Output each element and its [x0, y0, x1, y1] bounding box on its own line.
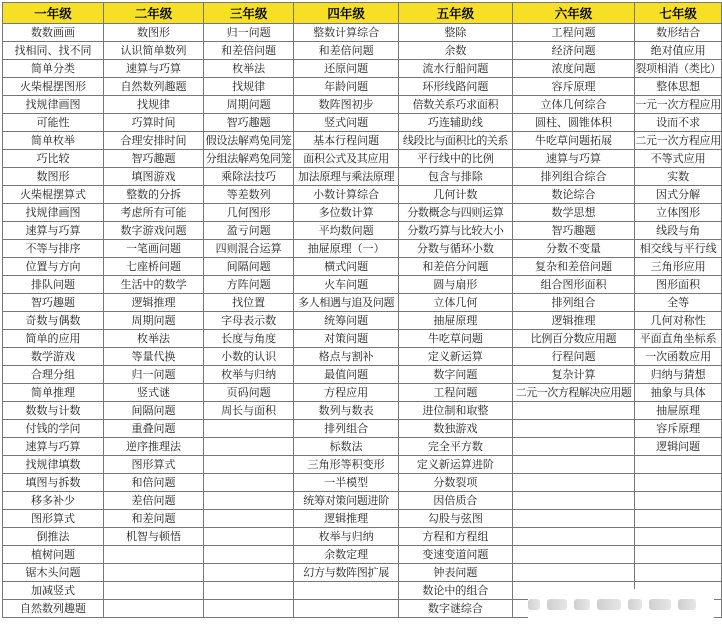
topic-cell: 勾股与弦图	[399, 510, 512, 528]
topic-cell: 数论综合	[512, 186, 635, 204]
topic-cell: 抽屉原理（一）	[294, 240, 399, 258]
table-row	[3, 186, 722, 204]
topic-cell: 数学游戏	[3, 348, 104, 366]
topic-cell: 七座桥问题	[103, 258, 203, 276]
table-row	[3, 546, 722, 564]
topic-cell: 钟表问题	[399, 564, 512, 582]
topic-cell	[635, 564, 722, 582]
topic-cell: 最值问题	[294, 366, 399, 384]
table-row	[3, 564, 722, 582]
topic-cell: 全等	[635, 294, 722, 312]
grade-header: 三年级	[204, 3, 294, 24]
topic-cell	[204, 564, 294, 582]
table-row	[3, 42, 722, 60]
topic-cell: 立体几何	[399, 294, 512, 312]
topic-cell: 数形结合	[635, 24, 722, 42]
topic-cell: 定义新运算	[399, 348, 512, 366]
topic-cell: 数字问题	[399, 366, 512, 384]
topic-cell: 方阵问题	[204, 276, 294, 294]
table-row	[3, 60, 722, 78]
topic-cell: 组合图形面积	[512, 276, 635, 294]
topic-cell: 方程应用	[294, 384, 399, 402]
grade-header: 六年级	[512, 3, 635, 24]
topic-cell	[512, 528, 635, 546]
topic-cell: 分数不变量	[512, 240, 635, 258]
topic-cell: 巧算时间	[103, 114, 203, 132]
topic-cell: 乘除法技巧	[204, 168, 294, 186]
topic-cell: 竖式谜	[103, 384, 203, 402]
topic-cell: 容斥原理	[512, 78, 635, 96]
topic-cell: 排列组合	[512, 294, 635, 312]
topic-cell: 平行线中的比例	[399, 150, 512, 168]
table-row	[3, 294, 722, 312]
topic-cell: 数字谜综合	[399, 600, 512, 618]
topic-cell: 逻辑推理	[294, 510, 399, 528]
topic-cell	[294, 600, 399, 618]
topic-cell: 平面直角坐标系	[635, 330, 722, 348]
topic-cell: 三角形等积变形	[294, 456, 399, 474]
topic-cell: 火柴棍摆图形	[3, 78, 104, 96]
topic-cell	[204, 420, 294, 438]
topic-cell	[204, 438, 294, 456]
topic-cell: 移多补少	[3, 492, 104, 510]
table-row	[3, 168, 722, 186]
topic-cell: 标数法	[294, 438, 399, 456]
topic-cell: 和差倍问题	[294, 42, 399, 60]
topic-cell: 找规律填数	[3, 456, 104, 474]
topic-cell: 枚举与归纳	[294, 528, 399, 546]
topic-cell	[512, 474, 635, 492]
topic-cell	[635, 528, 722, 546]
topic-cell: 盈亏问题	[204, 222, 294, 240]
topic-cell	[204, 492, 294, 510]
topic-cell: 和差倍分问题	[399, 258, 512, 276]
topic-cell: 整除	[399, 24, 512, 42]
table-header	[3, 3, 722, 24]
topic-cell: 工程问题	[399, 384, 512, 402]
curriculum-table	[2, 2, 722, 618]
topic-cell: 数列与数表	[294, 402, 399, 420]
topic-cell: 重叠问题	[103, 420, 203, 438]
topic-cell	[103, 564, 203, 582]
topic-cell: 不等与排序	[3, 240, 104, 258]
topic-cell: 简单分类	[3, 60, 104, 78]
topic-cell: 设而不求	[635, 114, 722, 132]
topic-cell: 逻辑推理	[512, 312, 635, 330]
topic-cell: 周期问题	[103, 312, 203, 330]
topic-cell: 定义新运算进阶	[399, 456, 512, 474]
topic-cell: 巧比较	[3, 150, 104, 168]
table-row	[3, 132, 722, 150]
topic-cell: 包含与排除	[399, 168, 512, 186]
table-row	[3, 474, 722, 492]
topic-cell: 变速变道问题	[399, 546, 512, 564]
topic-cell: 分组法解鸡兔同笼	[204, 150, 294, 168]
topic-cell: 归一问题	[103, 366, 203, 384]
topic-cell: 图形面积	[635, 276, 722, 294]
topic-cell: 火车问题	[294, 276, 399, 294]
topic-cell: 间隔问题	[103, 402, 203, 420]
topic-cell	[204, 528, 294, 546]
topic-cell: 找位置	[204, 294, 294, 312]
topic-cell: 认识简单数列	[103, 42, 203, 60]
topic-cell: 假设法解鸡兔同笼	[204, 132, 294, 150]
topic-cell: 流水行船问题	[399, 60, 512, 78]
topic-cell: 等量代换	[103, 348, 203, 366]
topic-cell: 方程和方程组	[399, 528, 512, 546]
topic-cell	[635, 546, 722, 564]
table-row	[3, 78, 722, 96]
topic-cell: 多位数计算	[294, 204, 399, 222]
topic-cell: 枚举法	[204, 60, 294, 78]
topic-cell	[512, 564, 635, 582]
topic-cell: 统筹对策问题进阶	[294, 492, 399, 510]
topic-cell: 找规律	[204, 78, 294, 96]
topic-cell	[204, 456, 294, 474]
table-row	[3, 258, 722, 276]
topic-cell: 填图与拆数	[3, 474, 104, 492]
topic-cell: 余数	[399, 42, 512, 60]
topic-cell: 还原问题	[294, 60, 399, 78]
topic-cell: 面积公式及其应用	[294, 150, 399, 168]
topic-cell: 排列组合综合	[512, 168, 635, 186]
topic-cell: 实数	[635, 168, 722, 186]
topic-cell: 归一问题	[204, 24, 294, 42]
topic-cell: 和差问题	[103, 510, 203, 528]
topic-cell: 逻辑推理	[103, 294, 203, 312]
topic-cell: 牛吃草问题	[399, 330, 512, 348]
topic-cell: 二元一次方程解决应用题	[512, 384, 635, 402]
table-row	[3, 96, 722, 114]
topic-cell: 整体思想	[635, 78, 722, 96]
topic-cell: 一次函数应用	[635, 348, 722, 366]
topic-cell: 合理分组	[3, 366, 104, 384]
topic-cell: 自然数列趣题	[3, 600, 104, 618]
topic-cell: 抽屉原理	[399, 312, 512, 330]
topic-cell: 字母表示数	[204, 312, 294, 330]
topic-cell	[635, 456, 722, 474]
topic-cell: 幻方与数阵图扩展	[294, 564, 399, 582]
topic-cell: 整数计算综合	[294, 24, 399, 42]
topic-cell: 一笔画问题	[103, 240, 203, 258]
topic-cell: 植树问题	[3, 546, 104, 564]
topic-cell: 数图形	[103, 24, 203, 42]
topic-cell: 页码问题	[204, 384, 294, 402]
topic-cell: 一元一次方程应用	[635, 96, 722, 114]
table-row	[3, 438, 722, 456]
topic-cell: 位置与方向	[3, 258, 104, 276]
table-row	[3, 402, 722, 420]
topic-cell: 浓度问题	[512, 60, 635, 78]
topic-cell: 找规律画图	[3, 96, 104, 114]
topic-cell: 统筹问题	[294, 312, 399, 330]
grade-header: 一年级	[3, 3, 104, 24]
topic-cell: 复杂计算	[512, 366, 635, 384]
topic-cell: 智巧趣题	[3, 294, 104, 312]
topic-cell: 填图游戏	[103, 168, 203, 186]
topic-cell: 完全平方数	[399, 438, 512, 456]
topic-cell: 枚举与归纳	[204, 366, 294, 384]
topic-cell: 间隔问题	[204, 258, 294, 276]
topic-cell: 多人相遇与追及问题	[294, 294, 399, 312]
topic-cell	[204, 546, 294, 564]
topic-cell: 整数的分拆	[103, 186, 203, 204]
table-row	[3, 204, 722, 222]
table-row	[3, 276, 722, 294]
topic-cell: 速算与巧算	[512, 150, 635, 168]
topic-cell: 环形线路问题	[399, 78, 512, 96]
topic-cell: 可能性	[3, 114, 104, 132]
topic-cell: 绝对值应用	[635, 42, 722, 60]
topic-cell: 立体几何综合	[512, 96, 635, 114]
topic-cell: 长度与角度	[204, 330, 294, 348]
grade-header: 五年级	[399, 3, 512, 24]
table-row	[3, 240, 722, 258]
topic-cell: 数论中的组合	[399, 582, 512, 600]
table-body	[3, 24, 722, 618]
topic-cell: 智巧趣题	[512, 222, 635, 240]
topic-cell: 图形算式	[103, 456, 203, 474]
topic-cell: 和差倍问题	[204, 42, 294, 60]
topic-cell: 横式问题	[294, 258, 399, 276]
topic-cell	[103, 582, 203, 600]
topic-cell: 加减竖式	[3, 582, 104, 600]
topic-cell	[512, 492, 635, 510]
topic-cell: 不等式应用	[635, 150, 722, 168]
topic-cell: 找规律画图	[3, 204, 104, 222]
table-row	[3, 312, 722, 330]
topic-cell: 工程问题	[512, 24, 635, 42]
topic-cell: 火柴棍摆算式	[3, 186, 104, 204]
topic-cell: 等差数列	[204, 186, 294, 204]
topic-cell	[512, 546, 635, 564]
topic-cell: 余数定理	[294, 546, 399, 564]
topic-cell: 复杂和差倍问题	[512, 258, 635, 276]
topic-cell: 抽象与具体	[635, 384, 722, 402]
topic-cell: 生活中的数学	[103, 276, 203, 294]
topic-cell: 简单枚举	[3, 132, 104, 150]
topic-cell: 年龄问题	[294, 78, 399, 96]
topic-cell: 竖式问题	[294, 114, 399, 132]
topic-cell: 简单的应用	[3, 330, 104, 348]
topic-cell: 周长与面积	[204, 402, 294, 420]
topic-cell: 速算与巧算	[3, 222, 104, 240]
topic-cell: 对策问题	[294, 330, 399, 348]
topic-cell: 倒推法	[3, 528, 104, 546]
topic-cell: 圆与扇形	[399, 276, 512, 294]
topic-cell: 枚举法	[103, 330, 203, 348]
topic-cell: 几何对称性	[635, 312, 722, 330]
topic-cell: 数字游戏问题	[103, 222, 203, 240]
topic-cell: 分数概念与四则运算	[399, 204, 512, 222]
topic-cell: 裂项相消（类比）	[635, 60, 722, 78]
table-row	[3, 114, 722, 132]
topic-cell: 数阵图初步	[294, 96, 399, 114]
topic-cell: 付钱的学问	[3, 420, 104, 438]
topic-cell: 考虑所有可能	[103, 204, 203, 222]
topic-cell: 和倍问题	[103, 474, 203, 492]
topic-cell: 立体图形	[635, 204, 722, 222]
topic-cell: 容斥原理	[635, 420, 722, 438]
topic-cell: 智巧趣题	[103, 150, 203, 168]
topic-cell	[204, 474, 294, 492]
topic-cell	[103, 546, 203, 564]
topic-cell: 简单推理	[3, 384, 104, 402]
topic-cell: 数图形	[3, 168, 104, 186]
grade-header: 四年级	[294, 3, 399, 24]
table-row	[3, 420, 722, 438]
topic-cell: 基本行程问题	[294, 132, 399, 150]
topic-cell: 逻辑问题	[635, 438, 722, 456]
topic-cell: 数数画画	[3, 24, 104, 42]
topic-cell: 牛吃草问题拓展	[512, 132, 635, 150]
topic-cell: 二元一次方程应用	[635, 132, 722, 150]
topic-cell: 倍数关系巧求面积	[399, 96, 512, 114]
topic-cell: 几何计数	[399, 186, 512, 204]
header-row	[3, 3, 722, 24]
topic-cell: 分数裂项	[399, 474, 512, 492]
topic-cell	[512, 456, 635, 474]
topic-cell	[635, 492, 722, 510]
topic-cell	[512, 420, 635, 438]
topic-cell: 三角形应用	[635, 258, 722, 276]
topic-cell	[635, 510, 722, 528]
topic-cell: 速算与巧算	[3, 438, 104, 456]
topic-cell: 自然数列趣题	[103, 78, 203, 96]
topic-cell: 逆序推理法	[103, 438, 203, 456]
topic-cell: 圆柱、圆锥体积	[512, 114, 635, 132]
topic-cell: 数数与计数	[3, 402, 104, 420]
table-row	[3, 456, 722, 474]
topic-cell	[204, 600, 294, 618]
topic-cell: 因式分解	[635, 186, 722, 204]
table-row	[3, 366, 722, 384]
topic-cell	[204, 582, 294, 600]
table-row	[3, 348, 722, 366]
topic-cell	[512, 510, 635, 528]
topic-cell: 速算与巧算	[103, 60, 203, 78]
topic-cell: 经济问题	[512, 42, 635, 60]
topic-cell: 加法原理与乘法原理	[294, 168, 399, 186]
topic-cell	[294, 582, 399, 600]
topic-cell: 进位制和取整	[399, 402, 512, 420]
topic-cell: 小数计算综合	[294, 186, 399, 204]
grade-header: 七年级	[635, 3, 722, 24]
topic-cell: 数学思想	[512, 204, 635, 222]
topic-cell: 机智与顿悟	[103, 528, 203, 546]
topic-cell	[512, 438, 635, 456]
topic-cell: 相交线与平行线	[635, 240, 722, 258]
topic-cell: 巧连辅助线	[399, 114, 512, 132]
topic-cell: 智巧趣题	[204, 114, 294, 132]
table-row	[3, 492, 722, 510]
table-row	[3, 528, 722, 546]
topic-cell: 奇数与偶数	[3, 312, 104, 330]
topic-cell: 比例百分数应用题	[512, 330, 635, 348]
topic-cell: 线段与角	[635, 222, 722, 240]
topic-cell: 平均数问题	[294, 222, 399, 240]
topic-cell: 线段比与面积比的关系	[399, 132, 512, 150]
topic-cell: 周期问题	[204, 96, 294, 114]
table-row	[3, 150, 722, 168]
table-row	[3, 330, 722, 348]
blurred-watermark	[528, 589, 714, 619]
topic-cell: 四则混合运算	[204, 240, 294, 258]
topic-cell: 找相同、找不同	[3, 42, 104, 60]
table-row	[3, 24, 722, 42]
topic-cell: 合理安排时间	[103, 132, 203, 150]
topic-cell: 图形算式	[3, 510, 104, 528]
table-row	[3, 222, 722, 240]
topic-cell: 行程问题	[512, 348, 635, 366]
topic-cell: 几何图形	[204, 204, 294, 222]
topic-cell: 锯木头问题	[3, 564, 104, 582]
grade-header: 二年级	[103, 3, 203, 24]
topic-cell: 排队问题	[3, 276, 104, 294]
topic-cell	[635, 474, 722, 492]
topic-cell	[512, 402, 635, 420]
topic-cell	[204, 510, 294, 528]
table-row	[3, 510, 722, 528]
topic-cell: 一半模型	[294, 474, 399, 492]
topic-cell: 格点与割补	[294, 348, 399, 366]
topic-cell	[103, 600, 203, 618]
topic-cell: 差倍问题	[103, 492, 203, 510]
topic-cell: 排列组合	[294, 420, 399, 438]
topic-cell: 因倍质合	[399, 492, 512, 510]
table-row	[3, 384, 722, 402]
topic-cell: 抽屉原理	[635, 402, 722, 420]
topic-cell: 归纳与猜想	[635, 366, 722, 384]
topic-cell: 分数巧算与比较大小	[399, 222, 512, 240]
topic-cell: 分数与循环小数	[399, 240, 512, 258]
topic-cell: 小数的认识	[204, 348, 294, 366]
topic-cell: 数独游戏	[399, 420, 512, 438]
topic-cell: 找规律	[103, 96, 203, 114]
